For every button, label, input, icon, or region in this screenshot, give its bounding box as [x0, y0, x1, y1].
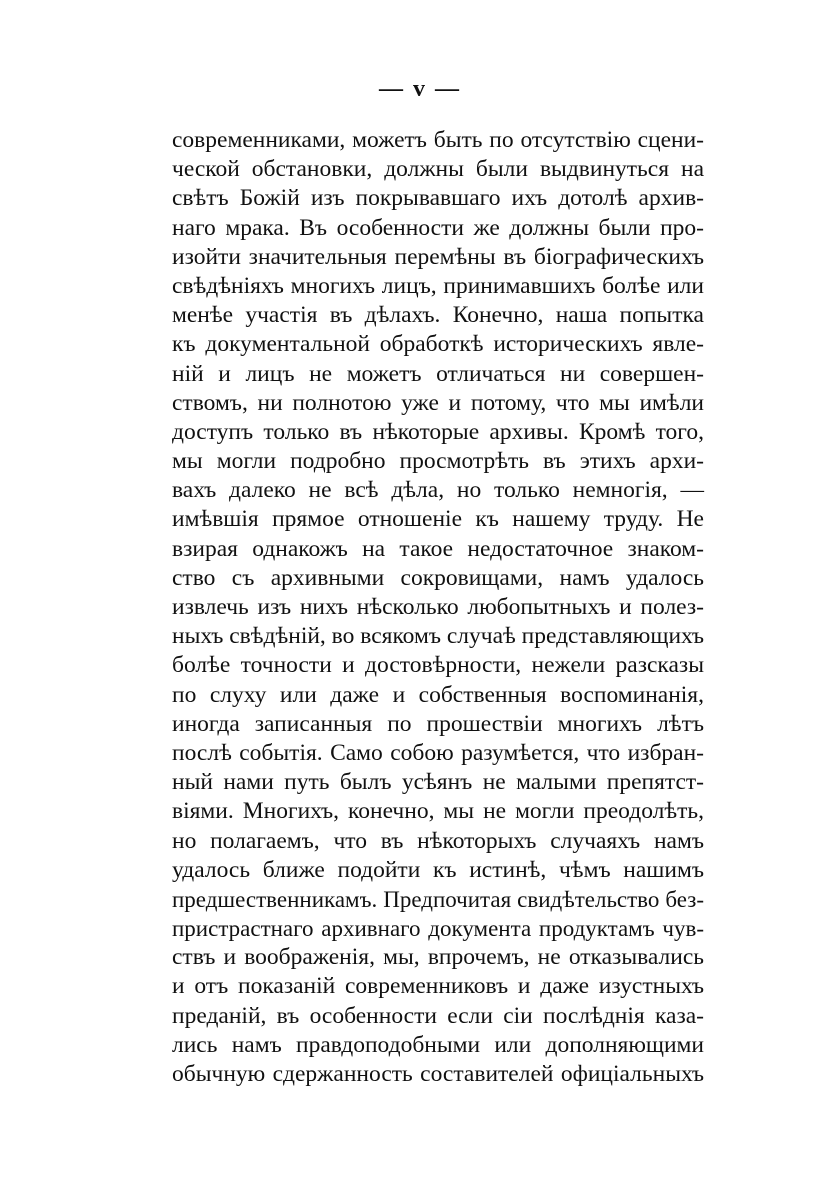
text-line: но полагаемъ, что въ нѣкоторыхъ случаяхъ намъ [172, 827, 704, 854]
text-line: пристрастнаго архивнаго документа продуктамъ чув- [172, 916, 704, 942]
text-line: ный нами путь былъ усѣянъ не малыми препятст- [172, 769, 704, 796]
text-line: доступъ только въ нѣкоторые архивы. Кромѣ того, [172, 418, 704, 445]
text-line: наго мрака. Въ особенности же должны были про- [172, 214, 704, 241]
text-line: мы могли подробно просмотрѣть въ этихъ архи- [172, 448, 704, 475]
text-line: вахъ далеко не всѣ дѣла, но только немногія, — [172, 477, 704, 504]
text-line: лись намъ правдоподобными или дополняющими [172, 1031, 704, 1058]
text-line: ствъ и воображенія, мы, впрочемъ, не отказывались [172, 944, 704, 971]
text-line: послѣ событія. Само собою разумѣется, что избран- [172, 739, 704, 766]
text-line: предшественникамъ. Предпочитая свидѣтельство без- [172, 886, 704, 912]
text-line: взирая однакожъ на такое недостаточное знаком- [172, 535, 704, 562]
text-line: удалось ближе подойти къ истинѣ, чѣмъ нашимъ [172, 856, 704, 883]
body-text [172, 126, 704, 1089]
text-line: и отъ показаній современниковъ и даже изустныхъ [172, 973, 704, 1000]
text-line: болѣе точности и достовѣрности, нежели разсказы [172, 652, 704, 679]
text-line: віями. Многихъ, конечно, мы не могли преодолѣть, [172, 798, 704, 825]
text-line: обычную сдержанность составителей офиціальныхъ [172, 1061, 704, 1087]
text-line: ныхъ свѣдѣній, во всякомъ случаѣ представляющихъ [172, 623, 705, 650]
text-line: ство съ архивными сокровищами, намъ удалось [172, 564, 704, 591]
text-line: современниками, можетъ быть по отсутствію сцени- [172, 127, 704, 153]
text-line: къ документальной обработкѣ историческихъ явле- [172, 331, 704, 358]
text-line: свѣтъ Божій изъ покрывавшаго ихъ дотолѣ архив- [172, 185, 704, 212]
text-line: ній и лицъ не можетъ отличаться ни совершен- [172, 360, 704, 387]
text-line: ствомъ, ни полнотою уже и потому, что мы имѣли [172, 389, 704, 416]
text-line: извлечь изъ нихъ нѣсколько любопытныхъ и полез- [172, 594, 704, 620]
text-line: свѣдѣніяхъ многихъ лицъ, принимавшихъ болѣе или [172, 272, 704, 299]
page-number-header: — v — [379, 76, 461, 102]
text-line: по слуху или даже и собственныя воспоминанія, [172, 681, 704, 708]
text-line: менѣе участія въ дѣлахъ. Конечно, наша попытка [172, 302, 704, 329]
text-line: имѣвшія прямое отношеніе къ нашему труду. Не [172, 506, 704, 533]
text-line: изойти значительныя перемѣны въ біографическихъ [172, 243, 704, 270]
text-line: ческой обстановки, должны были выдвинуться на [172, 156, 704, 183]
text-line: иногда записанныя по прошествіи многихъ лѣтъ [172, 710, 704, 737]
text-line: преданій, въ особенности если сіи послѣднія каза- [172, 1002, 704, 1029]
